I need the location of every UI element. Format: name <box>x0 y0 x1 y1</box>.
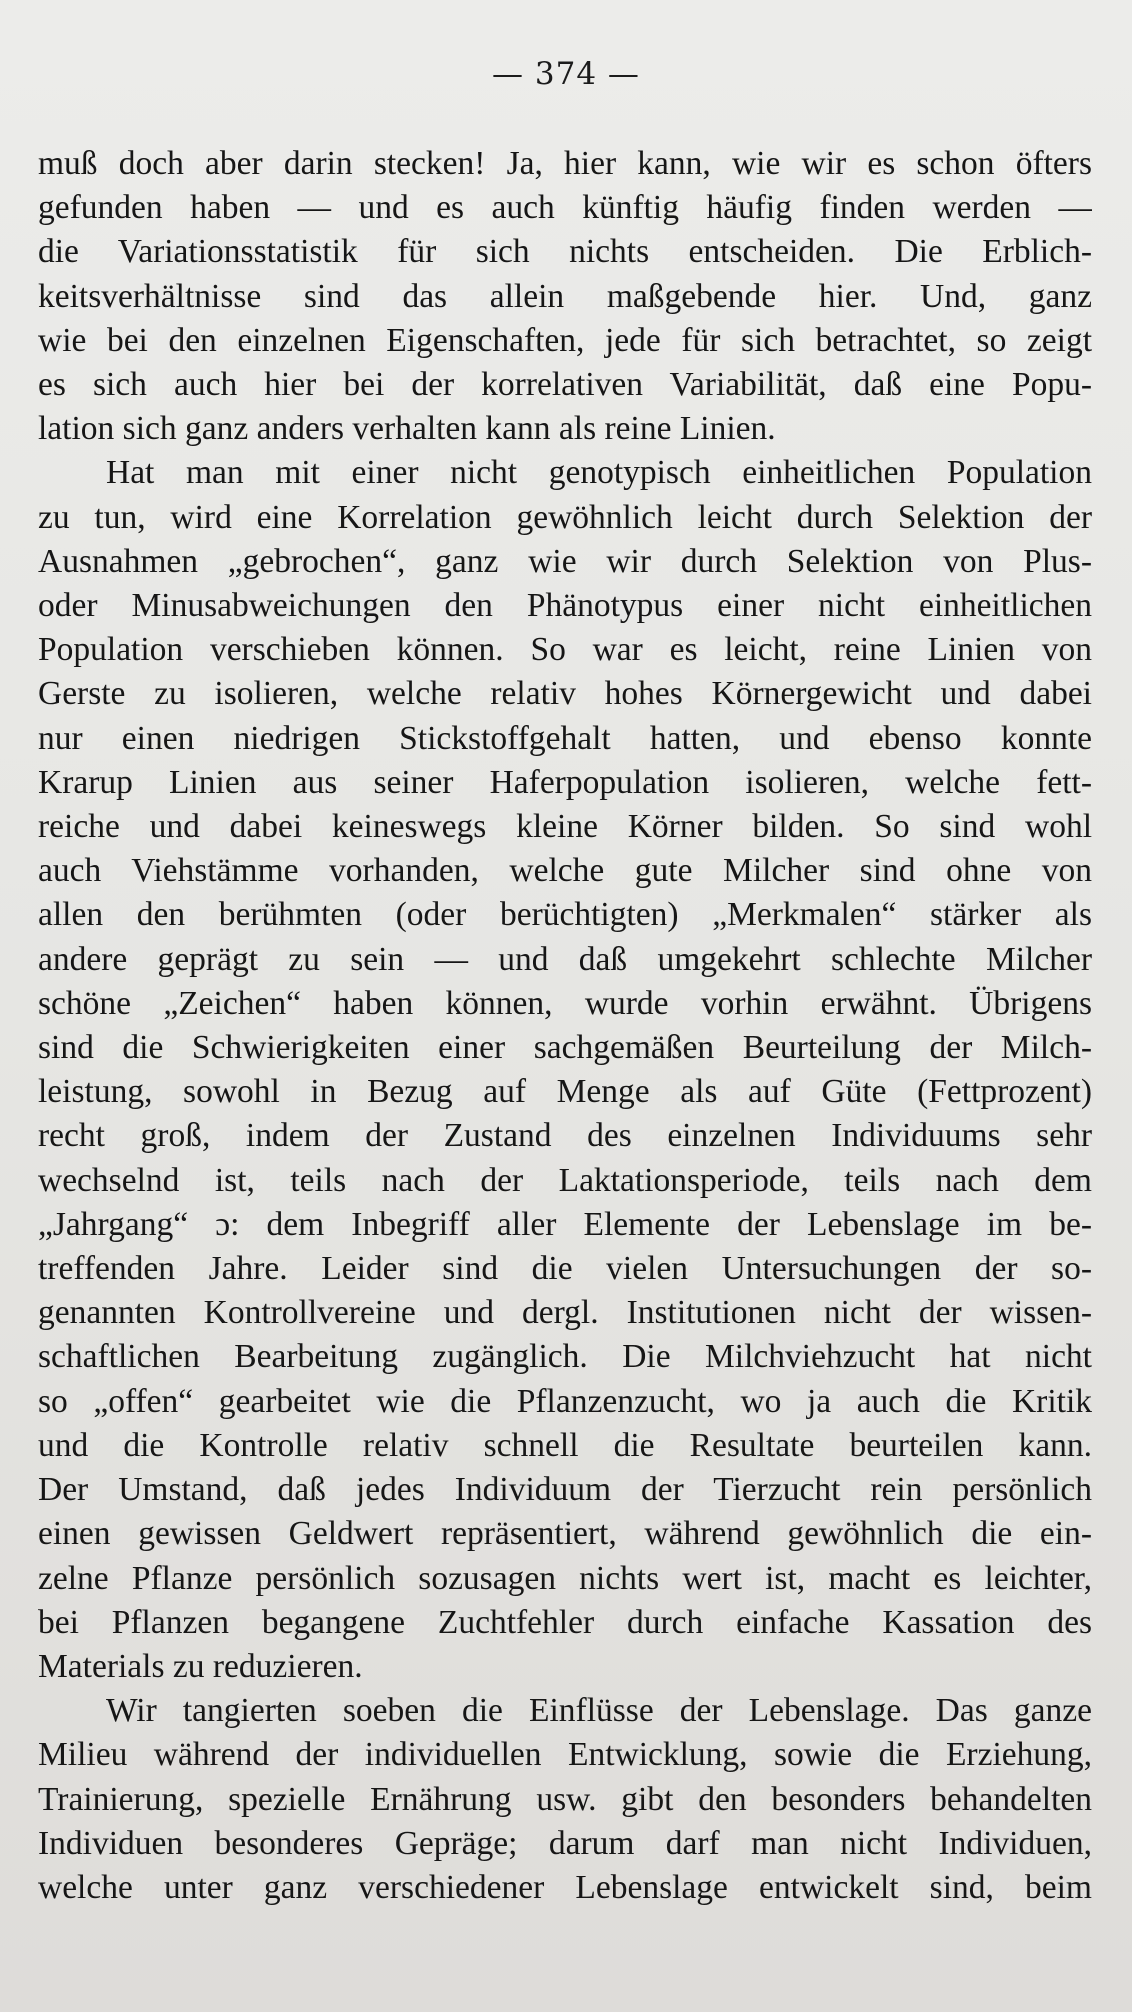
text-line: Materials zu reduzieren. <box>38 1647 363 1685</box>
text-line: und die Kontrolle relativ schnell die Resultate beurteilen kann. <box>38 1426 1092 1464</box>
text-line: Trainierung, spezielle Ernährung usw. gibt den besonders behandelten <box>38 1780 1092 1818</box>
text-line: recht groß, indem der Zustand des einzelnen Individuums sehr <box>38 1117 1092 1155</box>
text-line: wie bei den einzelnen Eigenschaften, jede für sich betrachtet, so zeigt <box>38 321 1092 359</box>
text-line: gefunden haben — und es auch künftig häufig finden werden — <box>38 189 1092 227</box>
text-line: zu tun, wird eine Korrelation gewöhnlich leicht durch Selektion der <box>38 498 1092 536</box>
text-line: zelne Pflanze persönlich sozusagen nichts wert ist, macht es leichter, <box>38 1559 1092 1597</box>
text-line: wechselnd ist, teils nach der Laktationsperiode, teils nach dem <box>38 1161 1092 1199</box>
text-line: einen gewissen Geldwert repräsentiert, während gewöhnlich die ein- <box>38 1515 1092 1553</box>
text-line: es sich auch hier bei der korrelativen Variabilität, daß eine Popu- <box>38 366 1092 404</box>
text-line: lation sich ganz anders verhalten kann als reine Linien. <box>38 410 776 448</box>
text-line: Krarup Linien aus seiner Haferpopulation isolieren, welche fett- <box>38 763 1092 801</box>
text-line: Gerste zu isolieren, welche relativ hohes Körnergewicht und dabei <box>38 675 1092 713</box>
text-line: keitsverhältnisse sind das allein maßgebende hier. Und, ganz <box>38 277 1092 315</box>
text-line: Individuen besonderes Gepräge; darum darf man nicht Individuen, <box>38 1824 1092 1862</box>
text-line: genannten Kontrollvereine und dergl. Institutionen nicht der wissen- <box>38 1294 1092 1332</box>
text-line: Der Umstand, daß jedes Individuum der Tierzucht rein persönlich <box>38 1471 1092 1509</box>
text-line: auch Viehstämme vorhanden, welche gute Milcher sind ohne von <box>38 852 1092 890</box>
text-line: Ausnahmen „gebrochen“, ganz wie wir durch Selektion von Plus- <box>38 542 1092 580</box>
text-line: „Jahrgang“ ɔ: dem Inbegriff aller Elemente der Lebenslage im be- <box>38 1205 1092 1243</box>
body-text <box>38 142 1092 1910</box>
text-line: schöne „Zeichen“ haben können, wurde vorhin erwähnt. Übrigens <box>38 984 1092 1022</box>
text-line: Hat man mit einer nicht genotypisch einheitlichen Population <box>106 454 1092 492</box>
text-line: leistung, sowohl in Bezug auf Menge als auf Güte (Fettprozent) <box>38 1073 1092 1111</box>
text-line: andere geprägt zu sein — und daß umgekehrt schlechte Milcher <box>38 940 1092 978</box>
text-line: muß doch aber darin stecken! Ja, hier kann, wie wir es schon öfters <box>38 145 1092 182</box>
page-number: — 374 — <box>492 56 640 92</box>
text-line: reiche und dabei keineswegs kleine Körner bilden. So sind wohl <box>38 808 1092 846</box>
paragraph-1 <box>38 142 1092 451</box>
text-line: schaftlichen Bearbeitung zugänglich. Die Milchviehzucht hat nicht <box>38 1338 1092 1376</box>
text-line: oder Minusabweichungen den Phänotypus einer nicht einheitlichen <box>38 587 1092 625</box>
text-line: so „offen“ gearbeitet wie die Pflanzenzucht, wo ja auch die Kritik <box>38 1382 1092 1420</box>
text-line: die Variationsstatistik für sich nichts entscheiden. Die Erblich- <box>38 233 1092 271</box>
text-line: sind die Schwierigkeiten einer sachgemäßen Beurteilung der Milch- <box>38 1029 1092 1067</box>
text-line: allen den berühmten (oder berüchtigten) „Merkmalen“ stärker als <box>38 896 1092 934</box>
text-line: bei Pflanzen begangene Zuchtfehler durch einfache Kassation des <box>38 1603 1092 1641</box>
paragraph-3 <box>38 1689 1092 1910</box>
text-line: nur einen niedrigen Stickstoffgehalt hatten, und ebenso konnte <box>38 719 1092 757</box>
text-line: welche unter ganz verschiedener Lebenslage entwickelt sind, beim <box>38 1868 1092 1906</box>
text-line: Wir tangierten soeben die Einflüsse der Lebenslage. Das ganze <box>106 1692 1092 1730</box>
paragraph-2 <box>38 451 1092 1689</box>
text-line: Milieu während der individuellen Entwicklung, sowie die Erziehung, <box>38 1736 1092 1774</box>
text-line: Population verschieben können. So war es leicht, reine Linien von <box>38 631 1092 669</box>
text-line: treffenden Jahre. Leider sind die vielen Untersuchungen der so- <box>38 1250 1092 1288</box>
